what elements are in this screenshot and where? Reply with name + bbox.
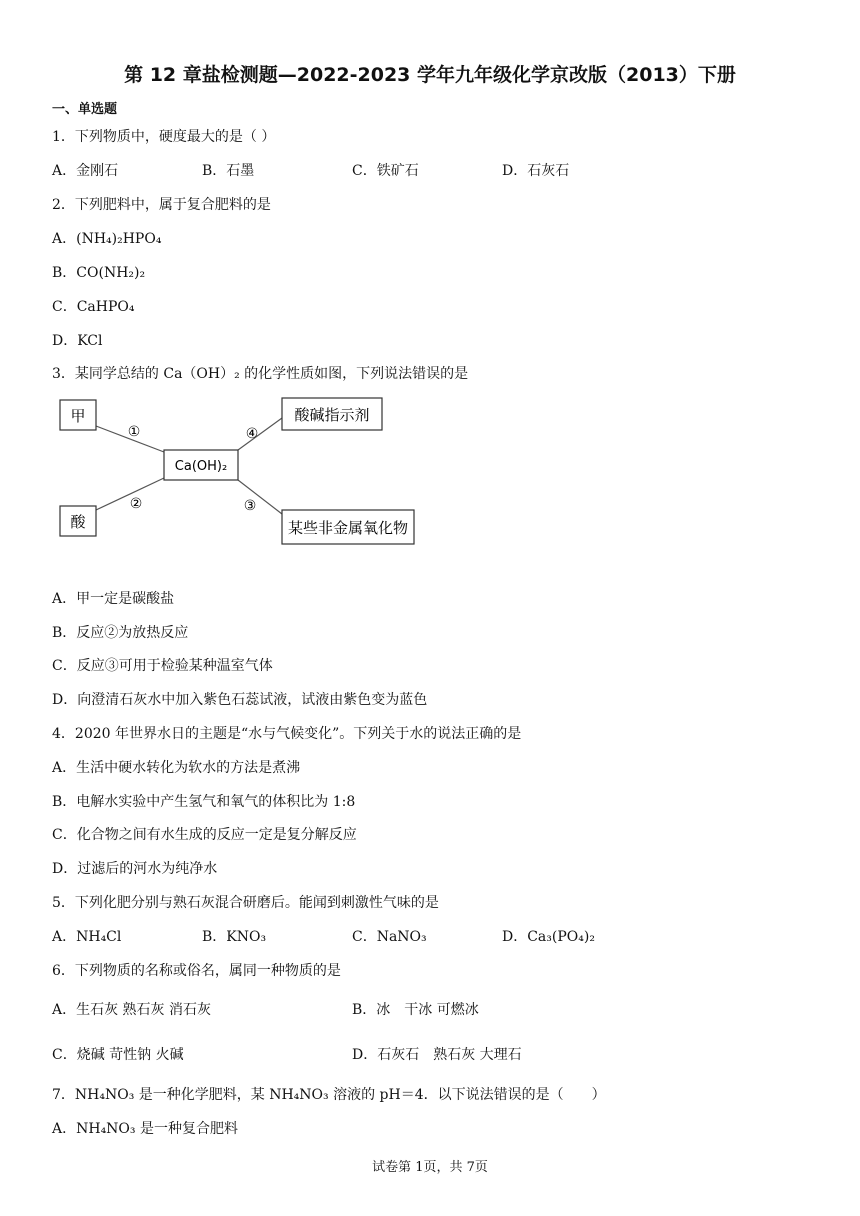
q5-option-b[interactable]: B．KNO₃ [202, 929, 267, 945]
q5-option-a[interactable]: A．NH₄Cl [52, 929, 122, 945]
node-jia-label: 甲 [70, 407, 86, 425]
q3-option-c[interactable]: C．反应③可用于检验某种温室气体 [52, 658, 273, 674]
q4-stem: 4．2020 年世界水日的主题是“水与气候变化”。下列关于水的说法正确的是 [52, 726, 522, 742]
q5-option-c[interactable]: C．NaNO₃ [352, 929, 427, 945]
q1-option-d[interactable]: D．石灰石 [502, 163, 570, 179]
q7-option-a[interactable]: A．NH₄NO₃ 是一种复合肥料 [52, 1121, 238, 1137]
q1-option-b[interactable]: B．石墨 [202, 163, 255, 179]
label-3: ③ [243, 498, 257, 514]
label-1: ① [127, 424, 141, 440]
label-4: ④ [245, 426, 259, 442]
q4-option-c[interactable]: C．化合物之间有水生成的反应一定是复分解反应 [52, 827, 357, 843]
q3-option-a[interactable]: A．甲一定是碳酸盐 [52, 591, 175, 607]
node-indicator-label: 酸碱指示剂 [294, 406, 370, 424]
link-4 [238, 418, 282, 450]
q3-option-d[interactable]: D．向澄清石灰水中加入紫色石蕊试液，试液由紫色变为蓝色 [52, 692, 428, 708]
q2-stem: 2．下列肥料中，属于复合肥料的是 [52, 197, 271, 213]
page-footer: 试卷第 1页，共 7页 [372, 1160, 488, 1175]
q4-option-b[interactable]: B．电解水实验中产生氢气和氧气的体积比为 1:8 [52, 794, 356, 810]
node-oxide-label: 某些非金属氧化物 [287, 519, 409, 537]
q6-option-b[interactable]: B．冰 干冰 可燃冰 [352, 1002, 479, 1018]
q2-option-b[interactable]: B．CO(NH₂)₂ [52, 265, 146, 281]
node-acid-label: 酸 [70, 513, 86, 531]
q2-option-d[interactable]: D．KCl [52, 333, 103, 349]
label-2: ② [129, 496, 143, 512]
caoh2-properties-diagram [52, 396, 432, 556]
q2-option-c[interactable]: C．CaHPO₄ [52, 299, 135, 315]
q4-option-d[interactable]: D．过滤后的河水为纯净水 [52, 861, 218, 877]
center-label: Ca(OH)₂ [174, 459, 228, 474]
q3-option-b[interactable]: B．反应②为放热反应 [52, 625, 189, 641]
q1-option-c[interactable]: C．铁矿石 [352, 163, 419, 179]
q6-option-d[interactable]: D．石灰石 熟石灰 大理石 [352, 1047, 522, 1063]
q6-option-c[interactable]: C．烧碱 苛性钠 火碱 [52, 1047, 184, 1063]
q5-option-d[interactable]: D．Ca₃(PO₄)₂ [502, 929, 595, 945]
q1-stem: 1．下列物质中，硬度最大的是（ ） [52, 129, 276, 145]
q3-stem: 3．某同学总结的 Ca（OH）₂ 的化学性质如图，下列说法错误的是 [52, 366, 469, 382]
q1-option-a[interactable]: A．金刚石 [52, 163, 119, 179]
page-title: 第 12 章盐检测题—2022-2023 学年九年级化学京改版（2013）下册 [124, 64, 736, 86]
q7-stem: 7．NH₄NO₃ 是一种化学肥料，某 NH₄NO₃ 溶液的 pH＝4．以下说法错误的是（ ） [52, 1087, 606, 1103]
q6-option-a[interactable]: A．生石灰 熟石灰 消石灰 [52, 1002, 212, 1018]
q4-option-a[interactable]: A．生活中硬水转化为软水的方法是煮沸 [52, 760, 301, 776]
section-heading: 一、单选题 [52, 102, 118, 117]
q2-option-a[interactable]: A．(NH₄)₂HPO₄ [52, 231, 162, 247]
q5-stem: 5．下列化肥分别与熟石灰混合研磨后。能闻到刺激性气味的是 [52, 895, 439, 911]
q6-stem: 6．下列物质的名称或俗名，属同一种物质的是 [52, 963, 341, 979]
